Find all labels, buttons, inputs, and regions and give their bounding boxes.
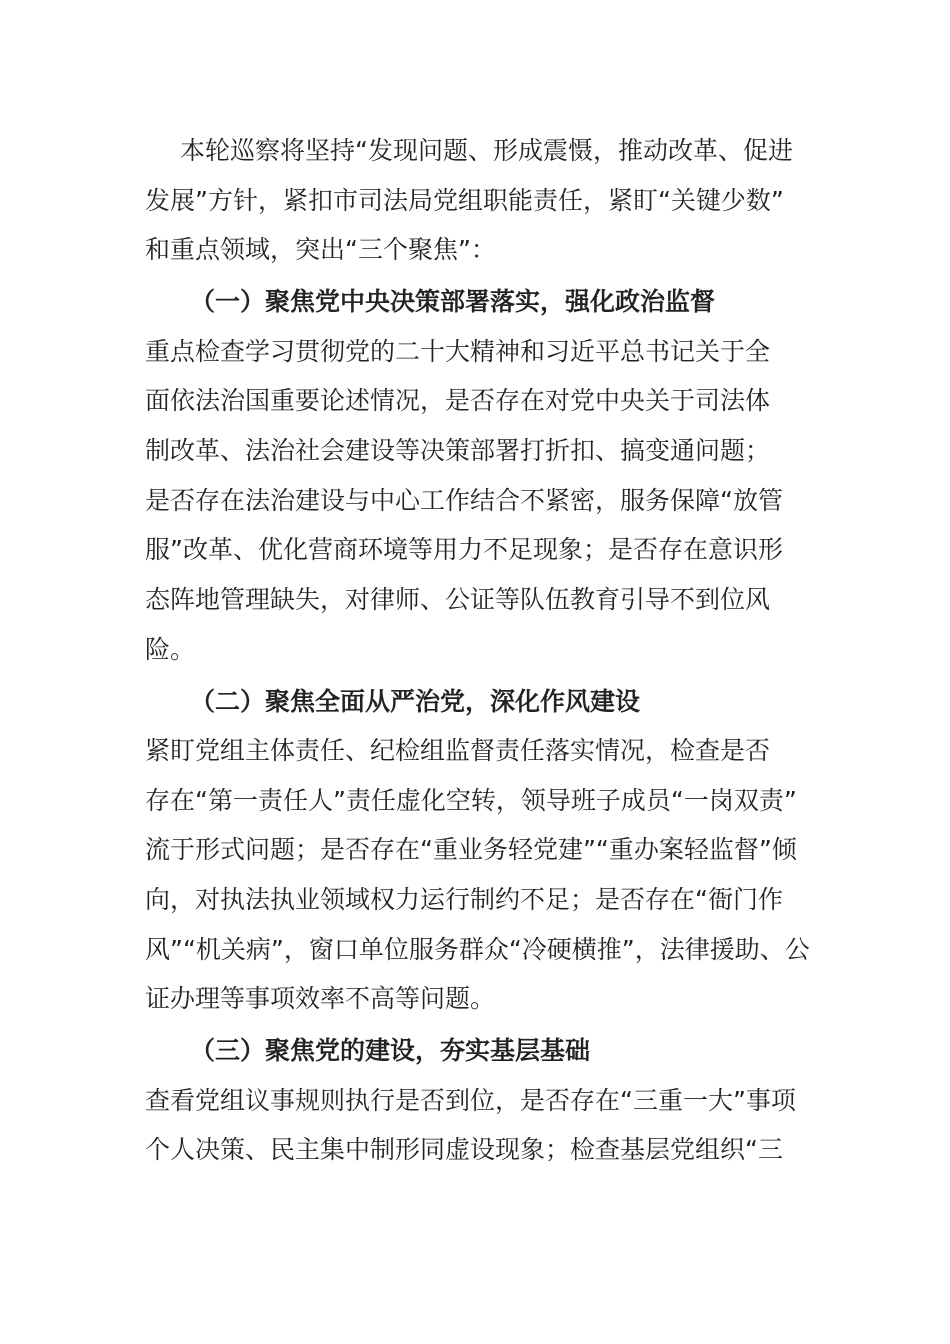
intro-line-1: 本轮巡察将坚持“发现问题、形成震慑，推动改革、促进 (180, 136, 793, 165)
section-2-line: 流于形式问题；是否存在“重业务轻党建”“重办案轻监督”倾 (145, 835, 797, 864)
section-1-line: 制改革、法治社会建设等决策部署打折扣、搞变通问题； (145, 436, 771, 465)
section-1-heading: （一）聚焦党中央决策部署落实，强化政治监督 (190, 287, 716, 316)
intro-line-3: 和重点领域，突出“三个聚焦”： (145, 235, 496, 264)
section-1-line: 服”改革、优化营商环境等用力不足现象；是否存在意识形 (145, 535, 783, 564)
section-2-line: 存在“第一责任人”责任虚化空转，领导班子成员“一岗双责” (145, 786, 797, 815)
section-3-line: 个人决策、民主集中制形同虚设现象；检查基层党组织“三 (145, 1135, 783, 1164)
section-1-line: 态阵地管理缺失，对律师、公证等队伍教育引导不到位风 (145, 585, 771, 614)
section-2-line: 紧盯党组主体责任、纪检组监督责任落实情况，检查是否 (145, 736, 771, 765)
section-1-line: 重点检查学习贯彻党的二十大精神和习近平总书记关于全 (145, 337, 771, 366)
section-2-line: 向，对执法执业领域权力运行制约不足；是否存在“衙门作 (145, 885, 783, 914)
section-2-line: 风”“机关病”，窗口单位服务群众“冷硬横推”，法律援助、公 (145, 935, 810, 964)
section-2-heading: （二）聚焦全面从严治党，深化作风建设 (190, 687, 641, 716)
section-1-line: 是否存在法治建设与中心工作结合不紧密，服务保障“放管 (145, 486, 783, 515)
section-3-line: 查看党组议事规则执行是否到位，是否存在“三重一大”事项 (145, 1086, 796, 1115)
section-1-line: 险。 (145, 635, 196, 664)
section-1-line: 面依法治国重要论述情况，是否存在对党中央关于司法体 (145, 386, 771, 415)
section-3-heading: （三）聚焦党的建设，夯实基层基础 (190, 1036, 591, 1065)
intro-line-2: 发展”方针，紧扣市司法局党组职能责任，紧盯“关键少数” (145, 186, 784, 215)
section-2-line: 证办理等事项效率不高等问题。 (145, 984, 496, 1013)
